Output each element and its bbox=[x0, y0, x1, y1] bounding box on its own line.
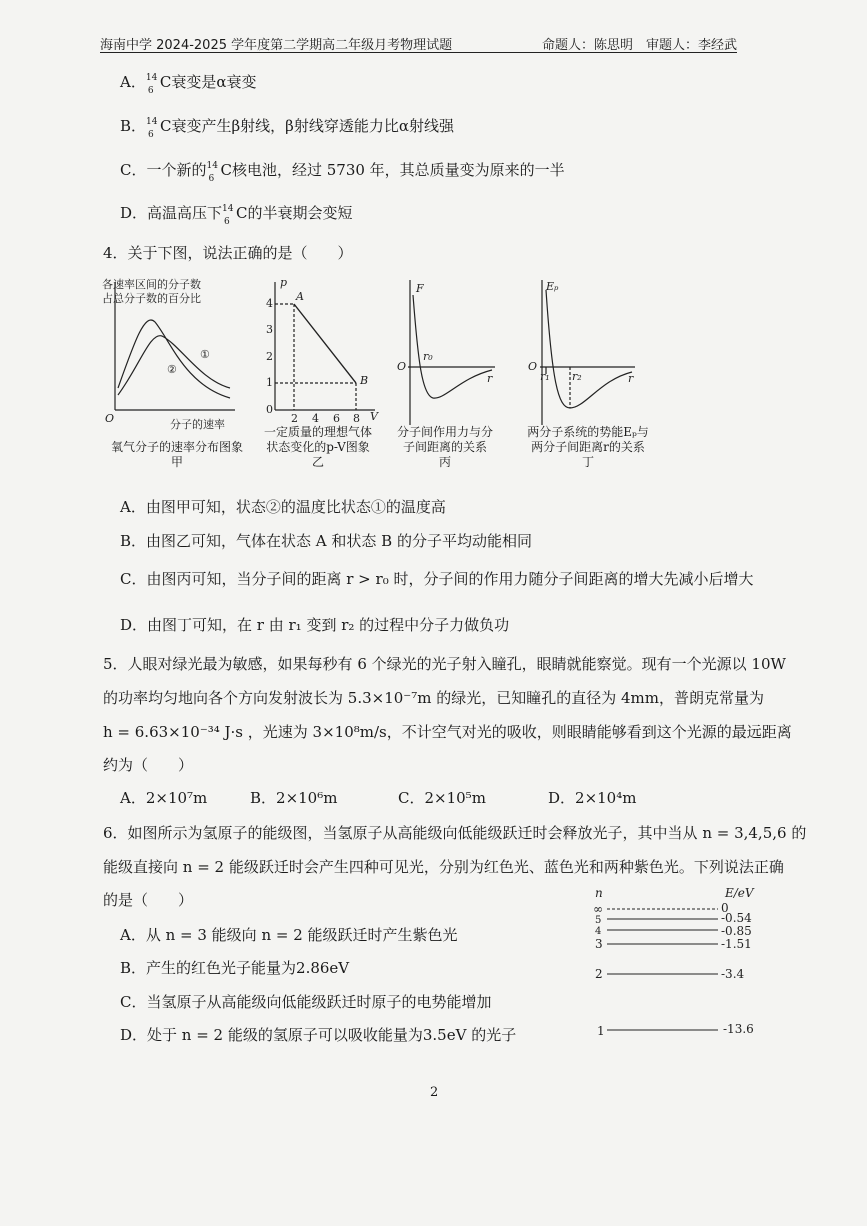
fig2-xt-8: 8 bbox=[353, 412, 360, 425]
fig2-process-line bbox=[294, 304, 356, 383]
q4-stem: 4．关于下图，说法正确的是（ ） bbox=[103, 244, 353, 262]
fig3-O: O bbox=[397, 360, 407, 373]
fig1-origin: O bbox=[105, 412, 115, 425]
q6-option-b: B．产生的红色光子能量为2.86eV bbox=[120, 959, 350, 977]
fig3-r: r bbox=[487, 372, 493, 385]
fig2-yt-2: 2 bbox=[266, 350, 273, 363]
level-1-n: 1 bbox=[597, 1024, 605, 1038]
fig2-B: B bbox=[360, 374, 369, 387]
fig1-ylabel-2: 占总分子数的百分比 bbox=[102, 292, 201, 305]
q4-option-a: A．由图甲可知，状态②的温度比状态①的温度高 bbox=[120, 498, 446, 516]
q5-line-4: 约为（ ） bbox=[103, 756, 194, 774]
q5-option-b: B．2×10⁶m bbox=[250, 789, 338, 807]
q3-option-c: C．一个新的 14 6 C核电池，经过 5730 年，其总质量变为原来的一半 bbox=[120, 161, 565, 184]
fig4-Ep: Eₚ bbox=[546, 280, 559, 293]
c14-isotope: 14 6 bbox=[145, 73, 158, 96]
fig3-curve bbox=[413, 295, 492, 398]
level-4-n: 4 bbox=[595, 926, 602, 937]
fig2-caption: 一定质量的理想气体 状态变化的p-V图象 乙 bbox=[263, 425, 372, 469]
fig2-yt-1: 1 bbox=[266, 376, 273, 389]
header-title: 海南中学 2024-2025 学年度第二学期高二年级月考物理试题 bbox=[100, 38, 453, 53]
fig2-V: V bbox=[370, 410, 378, 423]
hydrogen-energy-level-diagram bbox=[585, 885, 765, 1045]
level-4-e: -0.85 bbox=[721, 924, 752, 938]
level-1-e: -13.6 bbox=[723, 1022, 754, 1036]
fig3-r0: r₀ bbox=[423, 350, 433, 363]
header-authors: 命题人：陈思明 审题人：李经武 bbox=[541, 38, 737, 53]
fig4-r1: r₁ bbox=[540, 370, 550, 383]
q5-line-2: 的功率均匀地向各个方向发射波长为 5.3×10⁻⁷m 的绿光，已知瞳孔的直径为 4mm，普朗克常量为 bbox=[103, 689, 764, 707]
fig2-p: p bbox=[280, 276, 288, 289]
fig3-caption: 分子间作用力与分 子间距离的关系 丙 bbox=[396, 425, 493, 469]
q6-option-d: D．处于 n = 2 能级的氢原子可以吸收能量为3.5eV 的光子 bbox=[120, 1026, 517, 1044]
q6-option-c: C．当氢原子从高能级向低能级跃迁时原子的电势能增加 bbox=[120, 993, 492, 1011]
fig4-caption: 两分子系统的势能Eₚ与 两分子间距离r的关系 丁 bbox=[527, 425, 649, 469]
c14-isotope: 14 6 bbox=[146, 117, 158, 140]
q6-line-3: 的是（ ） bbox=[103, 891, 194, 909]
q5-option-c: C．2×10⁵m bbox=[398, 789, 486, 807]
level-3-e: -1.51 bbox=[721, 937, 752, 951]
fig1-label-1: ① bbox=[200, 348, 210, 361]
q3-option-d: D．高温高压下 14 6 C的半衰期会变短 bbox=[120, 204, 353, 227]
level-5-e: -0.54 bbox=[721, 911, 752, 925]
fig1-caption: 氧气分子的速率分布图象 甲 bbox=[110, 440, 243, 469]
diagram-n-label: n bbox=[595, 886, 603, 900]
level-5-n: 5 bbox=[595, 915, 602, 926]
page-number: 2 bbox=[430, 1085, 439, 1100]
level-3-n: 3 bbox=[595, 937, 603, 951]
fig2-A: A bbox=[296, 290, 304, 303]
fig1-ylabel-1: 各速率区间的分子数 bbox=[102, 278, 201, 291]
level-2-e: -3.4 bbox=[721, 967, 745, 981]
q3-option-b: B． 14 6 C衰变产生β射线，β射线穿透能力比α射线强 bbox=[120, 117, 454, 140]
diagram-e-label: E/eV bbox=[725, 886, 754, 900]
page-header bbox=[100, 34, 737, 53]
level-2-n: 2 bbox=[595, 967, 603, 981]
q5-option-d: D．2×10⁴m bbox=[548, 789, 637, 807]
q6-line-2: 能级直接向 n = 2 能级跃迁时会产生四种可见光，分别为红色光、蓝色光和两种紫色光。下列说法正确 bbox=[103, 858, 784, 876]
fig2-xt-4: 4 bbox=[312, 412, 319, 425]
fig1-curve-2 bbox=[118, 320, 230, 398]
fig4-O: O bbox=[528, 360, 538, 373]
fig1-label-2: ② bbox=[167, 363, 177, 376]
q3-option-a: A． 14 6 C衰变是α衰变 bbox=[120, 73, 257, 96]
level-inf-e: 0 bbox=[721, 901, 729, 915]
q6-option-a: A．从 n = 3 能级向 n = 2 能级跃迁时产生紫色光 bbox=[120, 926, 458, 944]
fig2-xt-2: 2 bbox=[291, 412, 298, 425]
q4-option-b: B．由图乙可知，气体在状态 A 和状态 B 的分子平均动能相同 bbox=[120, 532, 532, 550]
fig4-curve bbox=[546, 290, 632, 408]
fig3-F: F bbox=[416, 282, 424, 295]
fig1-xlabel: 分子的速率 bbox=[170, 418, 225, 431]
fig2-xt-6: 6 bbox=[333, 412, 340, 425]
fig2-yt-3: 3 bbox=[266, 323, 273, 336]
level-inf-n: ∞ bbox=[593, 902, 603, 916]
q4-option-d: D．由图丁可知，在 r 由 r₁ 变到 r₂ 的过程中分子力做负功 bbox=[120, 616, 510, 634]
q5-option-a: A．2×10⁷m bbox=[120, 789, 208, 807]
q4-option-c: C．由图丙可知，当分子间的距离 r > r₀ 时，分子间的作用力随分子间距离的增大先减小后增大 bbox=[120, 570, 754, 588]
fig2-yt-4: 4 bbox=[266, 297, 273, 310]
fig4-r: r bbox=[628, 372, 634, 385]
q6-line-1: 6．如图所示为氢原子的能级图，当氢原子从高能级向低能级跃迁时会释放光子，其中当从 n = 3,4,5,6 的 bbox=[103, 824, 807, 842]
c14-isotope: 14 6 bbox=[206, 161, 218, 184]
c14-isotope: 14 6 bbox=[222, 204, 234, 227]
q5-line-3: h = 6.63×10⁻³⁴ J·s ，光速为 3×10⁸m/s，不计空气对光的吸收，则眼睛能够看到这个光源的最远距离 bbox=[103, 723, 792, 741]
fig2-yt-0: 0 bbox=[266, 403, 273, 416]
q5-line-1: 5．人眼对绿光最为敏感，如果每秒有 6 个绿光的光子射入瞳孔，眼睛就能察觉。现有一个光源以 10W bbox=[103, 655, 786, 673]
fig4-r2: r₂ bbox=[572, 370, 582, 383]
